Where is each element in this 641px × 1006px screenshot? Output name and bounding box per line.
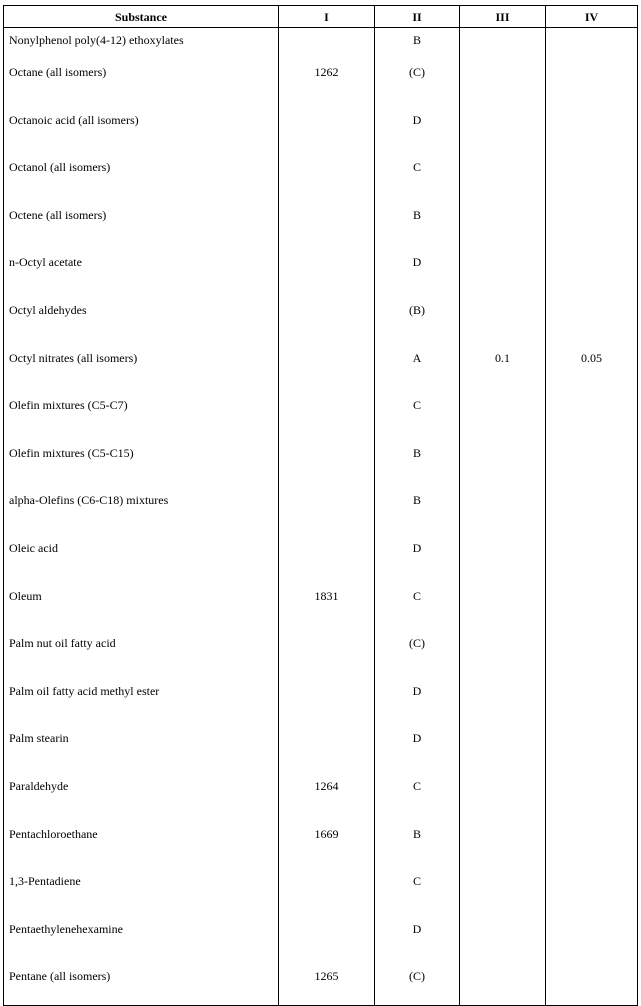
cell-col-i: 1831 — [279, 585, 375, 633]
cell-col-ii: C — [375, 775, 460, 823]
cell-col-iv — [546, 394, 638, 442]
cell-col-iii — [460, 632, 546, 680]
cell-col-iii — [460, 156, 546, 204]
cell-col-i: 1265 — [279, 965, 375, 1006]
cell-col-iii — [460, 918, 546, 966]
cell-col-i: 1264 — [279, 775, 375, 823]
cell-substance: Oleum — [4, 585, 279, 633]
cell-substance: Pentaethylenehexamine — [4, 918, 279, 966]
cell-col-iii — [460, 61, 546, 109]
cell-col-iii — [460, 870, 546, 918]
cell-col-i — [279, 680, 375, 728]
table-row — [4, 251, 638, 299]
cell-col-ii: B — [375, 489, 460, 537]
cell-col-i — [279, 727, 375, 775]
cell-col-ii: D — [375, 251, 460, 299]
cell-col-i — [279, 156, 375, 204]
cell-col-iii — [460, 204, 546, 252]
cell-col-ii: D — [375, 727, 460, 775]
cell-col-i: 1669 — [279, 823, 375, 871]
header-col-iv: IV — [546, 6, 638, 28]
cell-col-iii — [460, 442, 546, 490]
table-row — [4, 680, 638, 728]
cell-col-i — [279, 537, 375, 585]
cell-col-ii: (C) — [375, 61, 460, 109]
cell-col-iv: 0.05 — [546, 347, 638, 395]
table-row — [4, 156, 638, 204]
cell-col-iii — [460, 489, 546, 537]
cell-col-iii — [460, 680, 546, 728]
cell-substance: Paraldehyde — [4, 775, 279, 823]
cell-substance: Pentachloroethane — [4, 823, 279, 871]
header-substance: Substance — [4, 6, 279, 28]
header-col-i: I — [279, 6, 375, 28]
cell-substance: Pentane (all isomers) — [4, 965, 279, 1006]
cell-col-i — [279, 489, 375, 537]
table-row — [4, 442, 638, 490]
cell-col-ii: B — [375, 442, 460, 490]
table-row — [4, 109, 638, 157]
cell-substance: Octyl nitrates (all isomers) — [4, 347, 279, 395]
cell-col-iv — [546, 585, 638, 633]
cell-col-ii: (C) — [375, 965, 460, 1006]
cell-col-iii — [460, 394, 546, 442]
cell-col-i: 1262 — [279, 61, 375, 109]
cell-col-i — [279, 442, 375, 490]
cell-substance: Palm stearin — [4, 727, 279, 775]
cell-col-iv — [546, 632, 638, 680]
table-row — [4, 918, 638, 966]
cell-col-ii: (B) — [375, 299, 460, 347]
cell-col-iii — [460, 727, 546, 775]
header-col-ii: II — [375, 6, 460, 28]
table-row — [4, 775, 638, 823]
cell-col-iv — [546, 775, 638, 823]
cell-col-i — [279, 347, 375, 395]
cell-substance: alpha-Olefins (C6-C18) mixtures — [4, 489, 279, 537]
cell-col-iv — [546, 870, 638, 918]
substance-table — [3, 5, 638, 1006]
cell-col-ii: B — [375, 823, 460, 871]
table-row — [4, 870, 638, 918]
cell-col-iv — [546, 727, 638, 775]
cell-substance: Palm nut oil fatty acid — [4, 632, 279, 680]
cell-col-iv — [546, 537, 638, 585]
cell-col-ii: D — [375, 537, 460, 585]
cell-substance: Nonylphenol poly(4-12) ethoxylates — [4, 28, 279, 62]
table-row — [4, 727, 638, 775]
cell-substance: n-Octyl acetate — [4, 251, 279, 299]
cell-col-iii: 0.1 — [460, 347, 546, 395]
cell-col-iv — [546, 299, 638, 347]
cell-col-iv — [546, 489, 638, 537]
table-row — [4, 28, 638, 62]
cell-col-iv — [546, 965, 638, 1006]
header-col-iii: III — [460, 6, 546, 28]
cell-col-iv — [546, 204, 638, 252]
cell-col-ii: C — [375, 156, 460, 204]
cell-col-iv — [546, 918, 638, 966]
cell-col-i — [279, 394, 375, 442]
cell-substance: Palm oil fatty acid methyl ester — [4, 680, 279, 728]
cell-col-ii: C — [375, 870, 460, 918]
cell-col-ii: D — [375, 918, 460, 966]
cell-col-i — [279, 870, 375, 918]
cell-substance: Olefin mixtures (C5-C7) — [4, 394, 279, 442]
cell-col-iv — [546, 251, 638, 299]
cell-col-iii — [460, 109, 546, 157]
cell-col-iii — [460, 299, 546, 347]
cell-col-i — [279, 109, 375, 157]
cell-col-i — [279, 918, 375, 966]
table-row — [4, 585, 638, 633]
cell-col-iii — [460, 251, 546, 299]
cell-col-i — [279, 28, 375, 62]
cell-substance: Octyl aldehydes — [4, 299, 279, 347]
cell-col-iii — [460, 823, 546, 871]
cell-col-iv — [546, 61, 638, 109]
cell-substance: Octanoic acid (all isomers) — [4, 109, 279, 157]
table-row — [4, 537, 638, 585]
cell-col-ii: D — [375, 109, 460, 157]
cell-col-iv — [546, 823, 638, 871]
cell-col-ii: (C) — [375, 632, 460, 680]
cell-substance: Octene (all isomers) — [4, 204, 279, 252]
cell-col-ii: B — [375, 28, 460, 62]
cell-col-iii — [460, 537, 546, 585]
cell-substance: Olefin mixtures (C5-C15) — [4, 442, 279, 490]
table-row — [4, 394, 638, 442]
cell-col-iv — [546, 109, 638, 157]
cell-col-ii: C — [375, 585, 460, 633]
cell-substance: Octanol (all isomers) — [4, 156, 279, 204]
cell-substance: 1,3-Pentadiene — [4, 870, 279, 918]
cell-substance: Oleic acid — [4, 537, 279, 585]
table-row — [4, 204, 638, 252]
table-row — [4, 965, 638, 1006]
table-row — [4, 61, 638, 109]
cell-col-i — [279, 251, 375, 299]
cell-col-ii: D — [375, 680, 460, 728]
cell-col-iv — [546, 156, 638, 204]
cell-col-i — [279, 299, 375, 347]
cell-col-iv — [546, 28, 638, 62]
cell-col-iii — [460, 775, 546, 823]
table-row — [4, 489, 638, 537]
cell-col-iii — [460, 585, 546, 633]
cell-col-iv — [546, 442, 638, 490]
table-row — [4, 632, 638, 680]
table-row — [4, 347, 638, 395]
cell-col-ii: A — [375, 347, 460, 395]
cell-col-ii: B — [375, 204, 460, 252]
cell-col-i — [279, 204, 375, 252]
cell-substance: Octane (all isomers) — [4, 61, 279, 109]
cell-col-iv — [546, 680, 638, 728]
cell-col-iii — [460, 28, 546, 62]
table-row — [4, 299, 638, 347]
cell-col-ii: C — [375, 394, 460, 442]
table-row — [4, 823, 638, 871]
cell-col-i — [279, 632, 375, 680]
header-row — [4, 6, 638, 28]
cell-col-iii — [460, 965, 546, 1006]
